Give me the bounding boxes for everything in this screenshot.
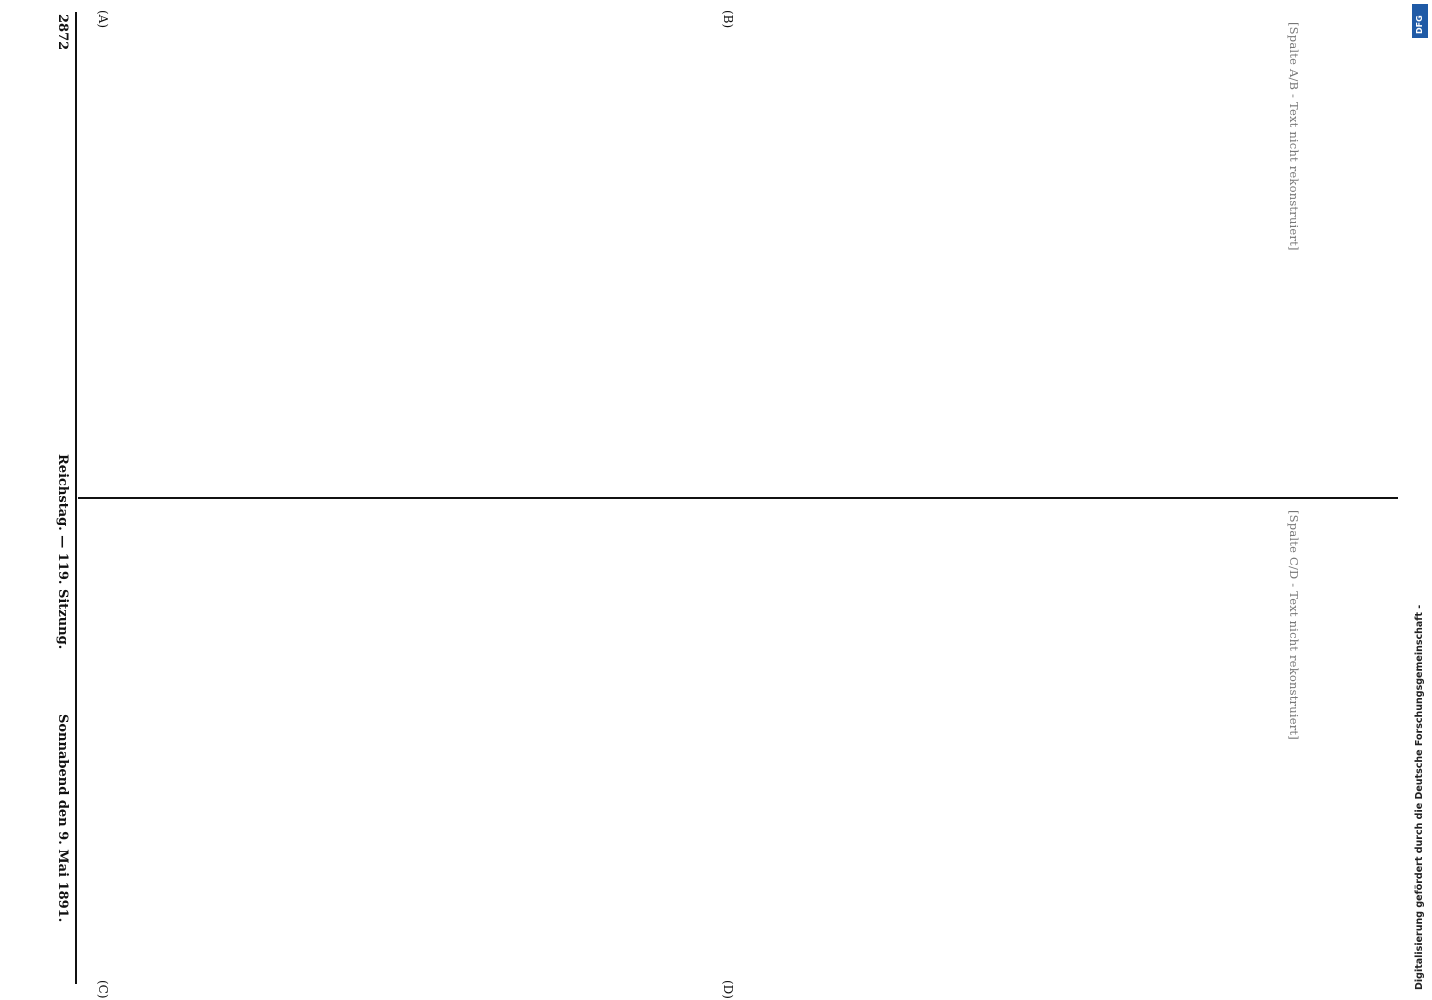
section-header: Reichstag. — 119. Sitzung. xyxy=(55,454,70,650)
page-header xyxy=(52,14,70,994)
dfg-logo-text: DFG xyxy=(1415,15,1424,34)
margin-marker-a: (A) xyxy=(96,10,110,29)
margin-marker-b: (B) xyxy=(721,10,735,29)
page-date: Sonnabend den 9. Mai 1891. xyxy=(55,714,70,923)
column-divider xyxy=(78,497,1398,499)
digitization-credit xyxy=(1406,0,1432,1000)
text-line: [Spalte C/D - Text nicht rekonstruiert] xyxy=(1287,510,1301,740)
dfg-logo-icon xyxy=(1412,4,1428,38)
column-right xyxy=(1288,510,1300,980)
column-left xyxy=(1288,22,1300,492)
text-line: [Spalte A/B - Text nicht rekonstruiert] xyxy=(1287,22,1301,251)
margin-marker-c: (C) xyxy=(96,980,110,999)
margin-marker-d: (D) xyxy=(721,980,735,999)
credit-text: Digitalisierung gefördert durch die Deutsche Forschungsgemeinschaft - xyxy=(1414,604,1425,990)
header-rule xyxy=(75,12,77,984)
page-number: 2872 xyxy=(55,14,70,51)
